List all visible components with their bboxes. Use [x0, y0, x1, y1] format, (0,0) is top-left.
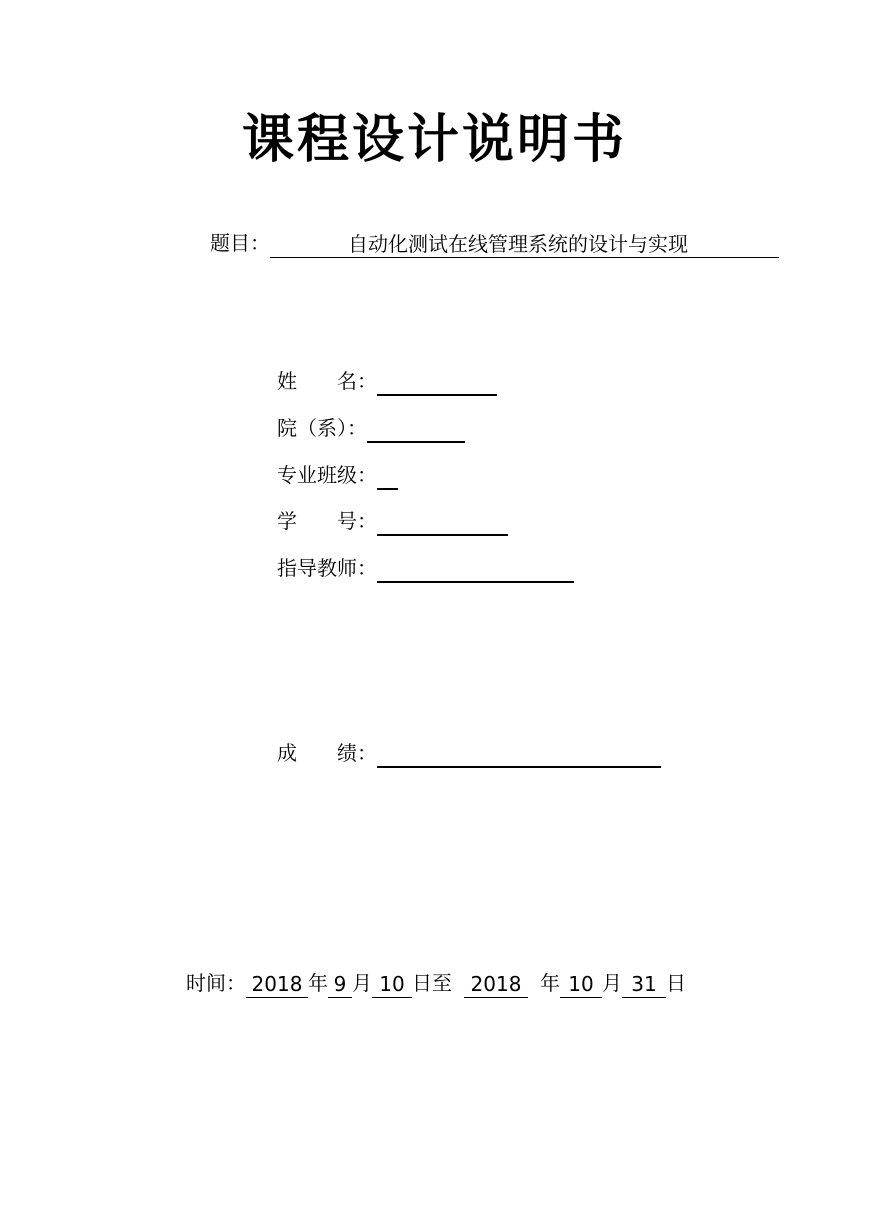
student-id-label: 学 号： — [277, 509, 377, 533]
document-title: 课程设计说明书 — [241, 110, 627, 170]
month-char-2: 月 — [602, 971, 622, 995]
department-row — [277, 413, 465, 443]
year-char-1: 年 — [308, 971, 328, 995]
start-year: 2018 — [246, 971, 308, 998]
day-char-2: 日 — [666, 971, 686, 995]
advisor-label: 指导教师： — [277, 556, 377, 580]
class-label: 专业班级： — [277, 463, 377, 487]
department-blank — [367, 419, 465, 443]
student-id-blank — [377, 512, 508, 536]
name-row — [277, 366, 497, 396]
name-blank — [377, 372, 497, 396]
topic-label: 题目： — [210, 231, 270, 255]
year-char-2: 年 — [540, 971, 560, 995]
topic-value: 自动化测试在线管理系统的设计与实现 — [270, 231, 779, 258]
grade-label: 成 绩： — [277, 741, 377, 765]
student-id-row — [277, 506, 508, 536]
class-row — [277, 460, 398, 490]
class-blank — [377, 466, 398, 490]
name-label: 姓 名： — [277, 369, 377, 393]
period-row — [186, 968, 686, 998]
advisor-blank — [377, 559, 574, 583]
period-label: 时间： — [186, 971, 246, 995]
topic-row — [210, 228, 779, 258]
day-to: 日至 — [412, 971, 452, 995]
end-month: 10 — [560, 971, 602, 998]
month-char-1: 月 — [352, 971, 372, 995]
start-day: 10 — [372, 971, 412, 998]
advisor-row — [277, 553, 574, 583]
grade-row — [277, 738, 661, 768]
department-label: 院（系）： — [277, 416, 367, 440]
end-day: 31 — [622, 971, 666, 998]
start-month: 9 — [328, 971, 352, 998]
grade-blank — [377, 744, 661, 768]
end-year: 2018 — [464, 971, 528, 998]
